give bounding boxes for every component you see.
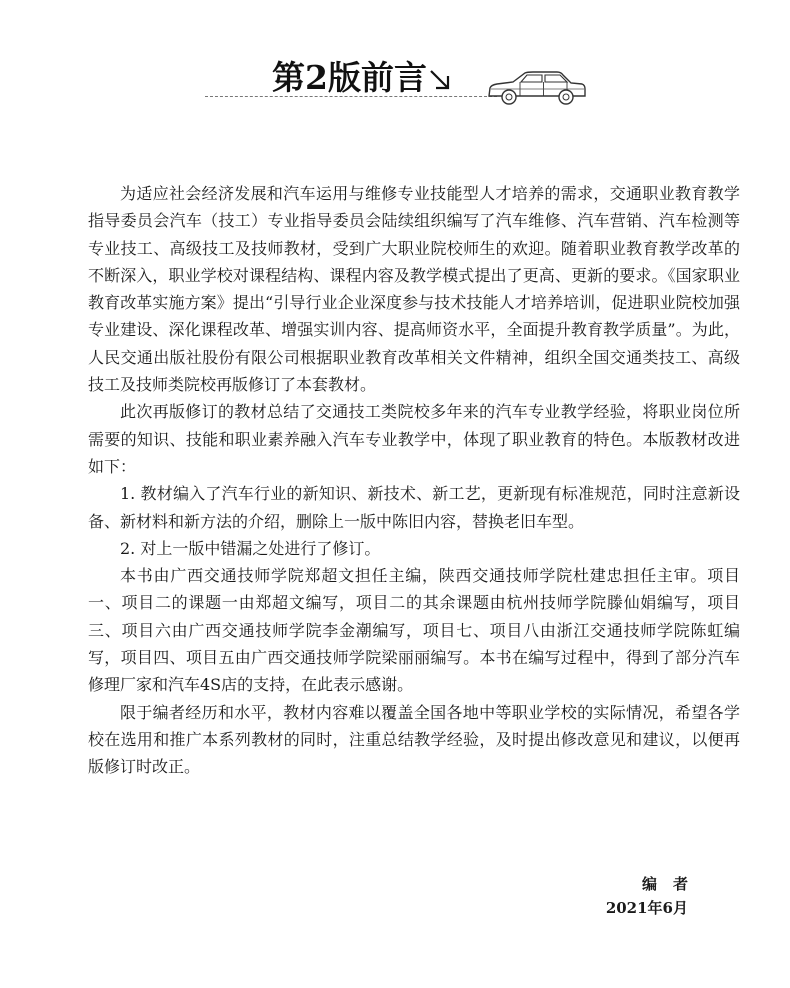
signature-editor: 编者 bbox=[641, 875, 704, 893]
signature-block bbox=[605, 872, 704, 920]
paragraph: 1. 教材编入了汽车行业的新知识、新技术、新工艺，更新现有标准规范，同时注意新设备、新材料和新方法的介绍，删除上一版中陈旧内容，替换老旧车型。 bbox=[88, 484, 740, 531]
preface-body bbox=[88, 180, 740, 781]
paragraph: 本书由广西交通技师学院郑超文担任主编，陕西交通技师学院杜建忠担任主审。项目一、项目二的课题一由郑超文编写，项目二的其余课题由杭州技师学院滕仙娟编写，项目三、项目六由广西交通技师学院李金潮编写，项目七、项目八由浙江交通技师学院陈虹编写，项目四、项目五由广西交通技师学院梁丽丽编写。本书在编写过程中，得到了部分汽车修理厂家和汽车4S店的支持，在此表示感谢。 bbox=[88, 566, 740, 695]
paragraph: 此次再版修订的教材总结了交通技工类院校多年来的汽车专业教学经验，将职业岗位所需要的知识、技能和职业素养融入汽车专业教学中，体现了职业教育的特色。本版教材改进如下： bbox=[88, 402, 740, 476]
arrow-down-right-icon bbox=[428, 68, 452, 92]
page-header bbox=[205, 48, 590, 108]
page-title: 第2版前言 bbox=[272, 58, 427, 97]
header-divider bbox=[205, 96, 497, 97]
paragraph: 为适应社会经济发展和汽车运用与维修专业技能型人才培养的需求，交通职业教育教学指导委员会汽车（技工）专业指导委员会陆续组织编写了汽车维修、汽车营销、汽车检测等专业技工、高级技工及技师教材，受到广大职业院校师生的欢迎。随着职业教育教学改革的不断深入，职业学校对课程结构、课程内容及教学模式提出了更高、更新的要求。《国家职业教育改革实施方案》提出“引导行业企业深度参与技术技能人才培养培训，促进职业院校加强专业建设、深化课程改革、增强实训内容、提高师资水平，全面提升教育教学质量”。为此，人民交通出版社股份有限公司根据职业教育改革相关文件精神，组织全国交通类技工、高级技工及技师类院校再版修订了本套教材。 bbox=[88, 184, 740, 395]
paragraph: 2. 对上一版中错漏之处进行了修订。 bbox=[120, 538, 381, 558]
signature-date: 2021年6月 bbox=[605, 899, 688, 917]
car-icon bbox=[487, 70, 587, 106]
paragraph: 限于编者经历和水平，教材内容难以覆盖全国各地中等职业学校的实际情况，希望各学校在选用和推广本系列教材的同时，注重总结教学经验，及时提出修改意见和建议，以便再版修订时改正。 bbox=[88, 702, 740, 777]
